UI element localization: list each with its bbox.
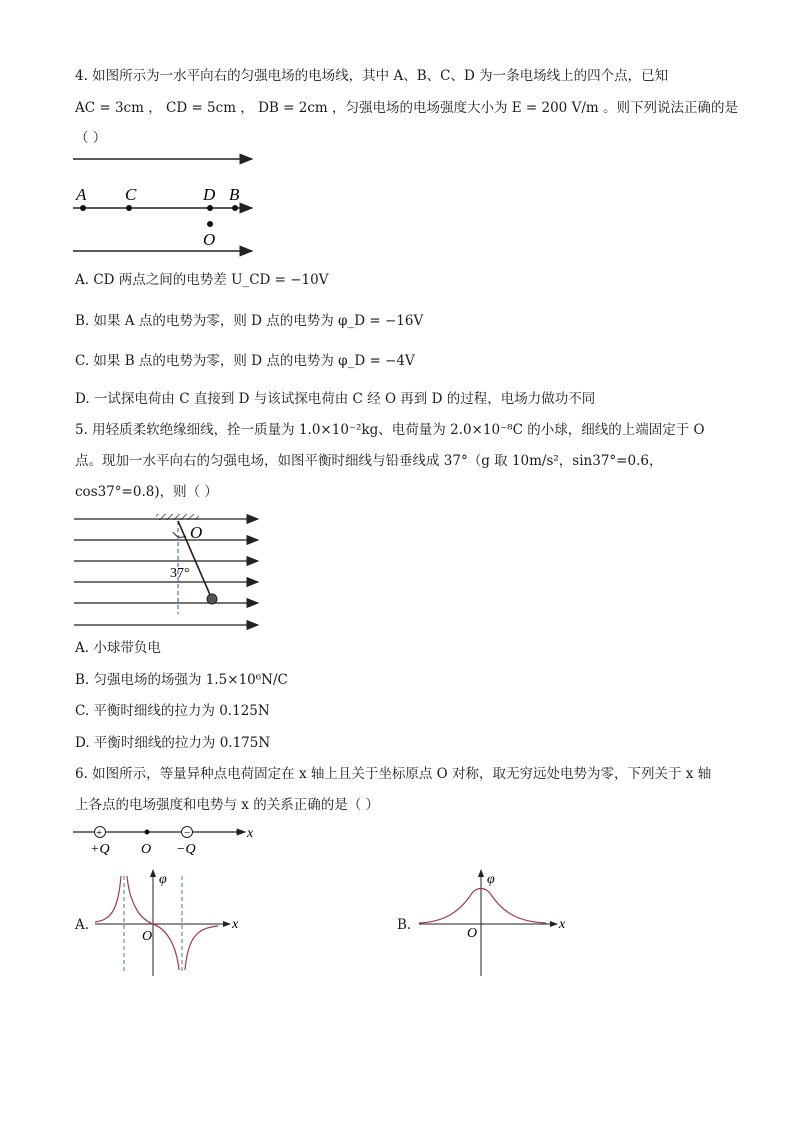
q6-stem-line-2: 上各点的电场强度和电势与 x 的关系正确的是（ ） xyxy=(75,797,379,813)
q5-option-b: B. 匀强电场的场强为 1.5×10⁶N/C xyxy=(75,672,288,688)
q4-option-b: B. 如果 A 点的电势为零，则 D 点的电势为 φ_D = −16V xyxy=(75,313,424,329)
q6-graph-a xyxy=(90,862,250,980)
q4-stem-line-2: AC = 3cm ， CD = 5cm ， DB = 2cm ，匀强电场的电场强度大小为 E = 200 V/m 。则下列说法正确的是 xyxy=(75,100,738,116)
q5-option-d: D. 平衡时细线的拉力为 0.175N xyxy=(75,735,271,751)
axis-x-label: x xyxy=(247,826,254,841)
point-c xyxy=(126,205,132,211)
q6-stem-line-1: 6. 如图所示，等量异种点电荷固定在 x 轴上且关于坐标原点 O 对称，取无穷远处电势为零，下列关于 x 轴 xyxy=(75,766,712,782)
label-d: D xyxy=(203,185,216,204)
svg-text:+: + xyxy=(96,827,103,839)
q4-stem-line-1: 4. 如图所示为一水平向右的匀强电场的电场线，其中 A、B、C、D 为一条电场线上的四个点，已知 xyxy=(75,68,669,84)
charged-ball xyxy=(207,594,217,604)
q4-option-a: A. CD 两点之间的电势差 U_CD = −10V xyxy=(75,272,329,288)
point-o xyxy=(207,221,213,227)
graph-a-curve-right xyxy=(185,926,218,970)
origin-label: O xyxy=(141,842,152,857)
point-d xyxy=(207,205,213,211)
label-a: A xyxy=(76,185,87,204)
graph-a-curve-left xyxy=(95,876,121,922)
pos-charge-label: +Q xyxy=(90,842,110,857)
q6-option-b-label: B. xyxy=(397,917,412,933)
graph-a-x-label: x xyxy=(232,917,239,932)
q5-stem-line-3: cos37°=0.8)，则（ ） xyxy=(75,484,218,500)
pivot-label: O xyxy=(190,523,203,542)
q5-stem-line-1: 5. 用轻质柔软绝缘细线，拴一质量为 1.0×10⁻²kg、电荷量为 2.0×10⁻⁸C 的小球，细线的上端固定于 O xyxy=(75,422,705,438)
angle-label: 37° xyxy=(170,566,190,581)
graph-b-origin-label: O xyxy=(467,926,478,941)
label-o: O xyxy=(203,230,216,249)
q6-option-a-label: A. xyxy=(75,917,90,933)
q4-option-d: D. 一试探电荷由 C 直接到 D 与该试探电荷由 C 经 O 再到 D 的过程，电场力做功不同 xyxy=(75,391,596,407)
q4-option-c: C. 如果 B 点的电势为零，则 D 点的电势为 φ_D = −4V xyxy=(75,353,415,369)
graph-b-x-label: x xyxy=(559,917,566,932)
q6-graph-b xyxy=(414,862,574,980)
graph-a-origin-label: O xyxy=(142,929,153,944)
q4-stem-line-3: （ ） xyxy=(75,130,107,146)
point-a xyxy=(80,205,86,211)
label-b: B xyxy=(229,185,240,204)
q5-stem-line-2: 点。现加一水平向右的匀强电场，如图平衡时细线与铅垂线成 37°（g 取 10m/s²，sin37°=0.6， xyxy=(75,453,663,469)
q5-option-a: A. 小球带负电 xyxy=(75,640,161,656)
label-c: C xyxy=(125,185,137,204)
q5-option-c: C. 平衡时细线的拉力为 0.125N xyxy=(75,703,270,719)
q4-field-figure xyxy=(70,148,270,260)
origin-point xyxy=(145,830,150,835)
graph-b-y-label: φ xyxy=(487,872,495,887)
point-b xyxy=(232,205,238,211)
neg-charge-label: −Q xyxy=(176,842,196,857)
graph-b-curve xyxy=(419,889,546,924)
q6-charge-axis-figure xyxy=(70,820,260,858)
graph-a-y-label: φ xyxy=(159,872,167,887)
q5-pendulum-figure xyxy=(70,510,270,632)
svg-text:−: − xyxy=(184,827,191,839)
